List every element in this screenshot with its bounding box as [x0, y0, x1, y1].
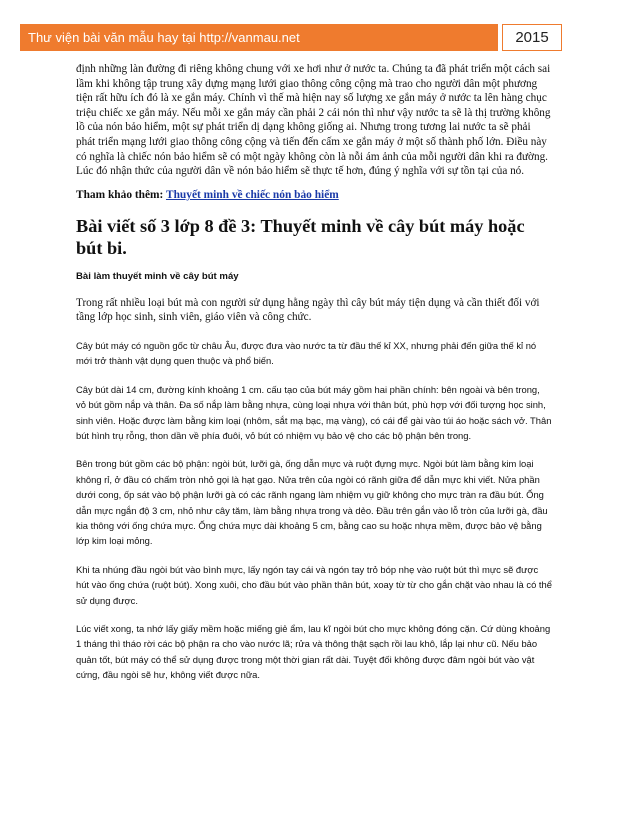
body-paragraph-4: Khi ta nhúng đầu ngòi bút vào bình mực, lấy ngón tay cái và ngón tay trỏ bóp nhẹ vào ruột bút thì mực sẽ được hút vào ống chứa (ruột bút). Xong xuôi, cho đầu bút vào phần thân bút, xoay từ từ cho gắn chặt vào nhau là có thể sử dụng được.: [76, 563, 552, 606]
body-paragraph-5: Lúc viết xong, ta nhớ lấy giấy mềm hoặc miếng giẻ ẩm, lau kĩ ngòi bút cho mực không đóng cặn. Cứ dùng khoảng 1 tháng thì tháo rời các bộ phận ra cho vào nước lã; rửa và thông thật sạch rồi lau khô, lắp lại như cũ. Nếu bảo quản tốt, bút máy có thể sử dụng được trong một thời gian rất dài. Tuyệt đối không được đâm ngòi bút vào vật cứng, đầu ngòi sẽ hư, không viết được nữa.: [76, 623, 551, 681]
paragraph-top: định những làn đường đi riêng không chung với xe hơi như ở nước ta. Chúng ta đã phát triển một cách sai lầm khi không tập trung xây dựng mạng lưới giao thông công cộng mà trao cho người dân một phương tiện rất hữu ích đó là xe gắn máy. Chính vì thế mà hiện nay số lượng xe gắn máy ở nước ta lên hàng chục triệu chiếc xe gắn máy. Nếu mỗi xe gắn máy cần phải 2 cái nón thì như vậy nước ta sẽ là thị trường không lồ của nón bảo hiểm, một sự phát triển dị dạng không giống ai. Nhưng trong tương lai nước ta sẽ phải phát triển mạng lưới giao thông công cộng và tiến đến cấm xe gắn máy ở một số thành phố lớn. Điều này có nghĩa là chiếc nón bảo hiểm sẽ có một ngày không còn là nỗi ám ảnh của mỗi người dân khi ra đường. Lúc đó nhận thức của người dân về nón bảo hiểm sẽ thực tế hơn, đúng ý nghĩa với sự tồn tại của nó.: [76, 63, 551, 178]
reference-line: [76, 189, 552, 201]
header-bar: [20, 24, 498, 51]
document-body: [76, 62, 552, 683]
intro-paragraph: Trong rất nhiều loại bút mà con người sử dụng hằng ngày thì cây bút máy tiện dụng và cần thiết đối với tầng lớp học sinh, sinh viên, giáo viên và công chức.: [76, 296, 540, 324]
body-paragraph-2: Cây bút dài 14 cm, đường kính khoảng 1 cm. cấu tạo của bút máy gồm hai phần chính: bên ngoài và bên trong, vỏ bút gồm nắp và thân. Đa số nắp làm bằng nhựa, cùng loại nhựa với thân bút, phù hợp với đối tượng học sinh, sinh viên. Hoặc được làm bằng kim loại (nhôm, sắt mạ bạc, mạ vàng), có cái để gài vào túi áo hoặc sách vở. Thân bút hình trụ rỗng, thon dần về phía đuôi, vỏ bút có nhiệm vụ bảo vệ cho các bộ phận bên trong.: [76, 383, 552, 441]
header-title: Thư viện bài văn mẫu hay tại http://vanmau.net: [28, 30, 300, 45]
body-paragraph-1: Cây bút máy có nguồn gốc từ châu Âu, được đưa vào nước ta từ đầu thế kỉ XX, nhưng phải đến giữa thế kỉ nó mới trở thành vật dụng quen thuộc và phổ biến.: [76, 339, 537, 367]
article-subheading: Bài làm thuyết minh về cây bút máy: [76, 270, 239, 282]
reference-prefix: Tham khảo thêm:: [76, 188, 166, 201]
reference-link[interactable]: Thuyết minh về chiếc nón bảo hiểm: [165, 188, 339, 201]
body-paragraph-3: Bên trong bút gồm các bộ phận: ngòi bút, lưỡi gà, ống dẫn mực và ruột đựng mực. Ngòi bút làm bằng kim loại không rỉ, ở đầu có chấm tròn nhỏ gọi là hạt gạo. Nửa trên của ngòi có rãnh giữa để dẫn mực khi viết. Nửa phần dưới cong, ốp sát vào bộ phận lưỡi gà có các rãnh ngang làm nhiệm vụ giữ không cho mực tràn ra đầu bút. Ống dẫn mực ngắn độ 3 cm, nhỏ như cây tăm, làm bằng nhựa trong và dẻo. Đầu trên gắn vào lỗ tròn của lưỡi gà, đầu kia thông với ống chứa mực. Ống chứa mực dài khoảng 5 cm, bằng cao su hoặc nhựa mềm, được bảo vệ bằng lớp kim loại mỏng.: [76, 458, 548, 547]
header-year: 2015: [502, 24, 562, 51]
article-heading: Bài viết số 3 lớp 8 đề 3: Thuyết minh về cây bút máy hoặc bút bi.: [76, 215, 525, 258]
